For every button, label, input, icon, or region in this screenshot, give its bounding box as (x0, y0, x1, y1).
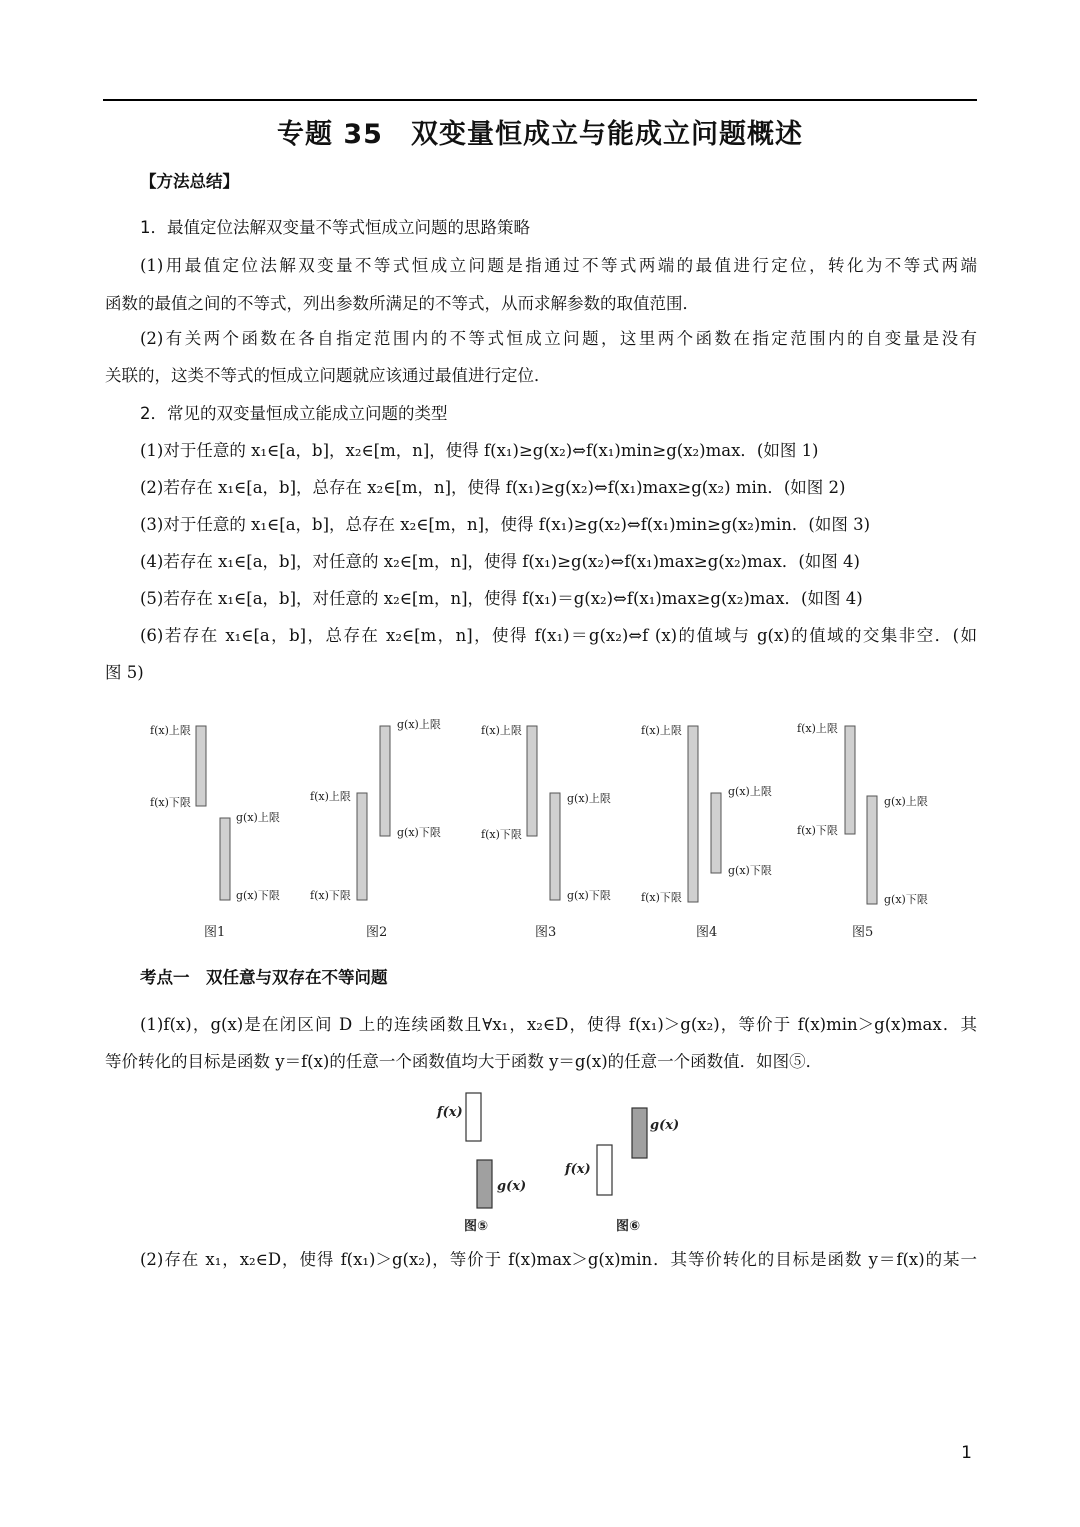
kaodian1-paragraph2-line1: (2)存在 x₁，x₂∈D，使得 f(x₁)＞g(x₂)，等价于 f(x)max＞g(x)min．其等价转化的目标是函数 y＝f(x)的某一 (140, 1250, 977, 1269)
fig-circ6-f-bar (597, 1145, 612, 1195)
fig3-f-bar (527, 726, 537, 836)
fig1-f-upper-label: f(x)上限 (150, 724, 191, 737)
kaodian1-paragraph1-line2: 等价转化的目标是函数 y＝f(x)的任意一个函数值均大于函数 y＝g(x)的任意一个函数值．如图⑤． (105, 1052, 823, 1071)
fig4-g-upper-label: g(x)上限 (728, 785, 772, 798)
fig2-g-lower-label: g(x)下限 (397, 826, 441, 839)
fig5-g-upper-label: g(x)上限 (884, 795, 928, 808)
fig5-f-lower-label: f(x)下限 (797, 824, 838, 837)
fig3-f-upper-label: f(x)上限 (481, 724, 522, 737)
fig2-f-bar (357, 793, 367, 900)
fig4-f-lower-label: f(x)下限 (641, 891, 682, 904)
fig2-g-upper-label: g(x)上限 (397, 718, 441, 731)
fig-circ5-f-bar (466, 1093, 481, 1141)
fig-circ6-caption: 图⑥ (616, 1219, 641, 1234)
type-item-1: (1)对于任意的 x₁∈[a，b]，x₂∈[m，n]，使得 f(x₁)≥g(x₂)⇔f(x₁)min≥g(x₂)max．(如图 1) (140, 441, 819, 460)
point1-paragraph2-line2: 关联的，这类不等式的恒成立问题就应该通过最值进行定位． (105, 366, 551, 385)
point2-title: 2．常见的双变量恒成立能成立问题的类型 (140, 404, 448, 423)
fig2-f-upper-label: f(x)上限 (310, 790, 351, 803)
type-item-6-line2: 图 5) (105, 663, 144, 682)
fig4-f-upper-label: f(x)上限 (641, 724, 682, 737)
type-item-6-line1: (6)若存在 x₁∈[a，b]，总存在 x₂∈[m，n]，使得 f(x₁)＝g(x₂)⇔f (x)的值域与 g(x)的值域的交集非空．(如 (140, 626, 977, 645)
fig1-g-lower-label: g(x)下限 (236, 889, 280, 902)
fig1-f-lower-label: f(x)下限 (150, 796, 191, 809)
type-item-4: (4)若存在 x₁∈[a，b]，对任意的 x₂∈[m，n]，使得 f(x₁)≥g(x₂)⇔f(x₁)max≥g(x₂)max．(如图 4) (140, 552, 860, 571)
fig-circ6-g-bar (632, 1108, 647, 1158)
fig3-g-bar (550, 793, 560, 900)
page-title: 专题 35 双变量恒成立与能成立问题概述 (277, 119, 803, 150)
fig2-caption: 图2 (366, 925, 388, 940)
fig3-g-lower-label: g(x)下限 (567, 889, 611, 902)
section-heading: 【方法总结】 (140, 172, 239, 191)
fig5-f-bar (845, 726, 855, 834)
fig4-g-lower-label: g(x)下限 (728, 864, 772, 877)
type-item-5: (5)若存在 x₁∈[a，b]，对任意的 x₂∈[m，n]，使得 f(x₁)＝g(x₂)⇔f(x₁)max≥g(x₂)max．(如图 4) (140, 589, 863, 608)
fig-circ5-g-label: g(x) (497, 1179, 527, 1194)
fig1-f-bar (196, 726, 206, 806)
type-item-2: (2)若存在 x₁∈[a，b]，总存在 x₂∈[m，n]，使得 f(x₁)≥g(x₂)⇔f(x₁)max≥g(x₂) min．(如图 2) (140, 478, 846, 497)
fig4-caption: 图4 (696, 925, 718, 940)
kaodian1-paragraph1-line1: (1)f(x)，g(x)是在闭区间 D 上的连续函数且∀x₁，x₂∈D，使得 f(x₁)＞g(x₂)，等价于 f(x)min＞g(x)max．其 (140, 1015, 977, 1034)
header-rule (103, 99, 977, 101)
fig3-g-upper-label: g(x)上限 (567, 792, 611, 805)
fig5-g-bar (867, 796, 877, 904)
type-item-3: (3)对于任意的 x₁∈[a，b]，总存在 x₂∈[m，n]，使得 f(x₁)≥g(x₂)⇔f(x₁)min≥g(x₂)min．(如图 3) (140, 515, 871, 534)
fig4-g-bar (711, 793, 721, 873)
fig3-caption: 图3 (535, 925, 557, 940)
point1-paragraph1-line2: 函数的最值之间的不等式，列出参数所满足的不等式，从而求解参数的取值范围． (105, 294, 699, 313)
page-number: 1 (961, 1443, 972, 1463)
fig1-g-bar (220, 818, 230, 900)
point1-paragraph2-line1: (2)有关两个函数在各自指定范围内的不等式恒成立问题，这里两个函数在指定范围内的自变量是没有 (140, 329, 977, 348)
fig5-g-lower-label: g(x)下限 (884, 893, 928, 906)
kaodian1-title: 考点一 双任意与双存在不等问题 (140, 968, 388, 987)
fig-circ5-caption: 图⑤ (464, 1219, 489, 1234)
fig2-g-bar (380, 726, 390, 836)
fig-circ5-f-label: f(x) (437, 1105, 463, 1120)
fig5-f-upper-label: f(x)上限 (797, 722, 838, 735)
fig-circ5-g-bar (477, 1160, 492, 1208)
fig2-f-lower-label: f(x)下限 (310, 889, 351, 902)
fig1-g-upper-label: g(x)上限 (236, 811, 280, 824)
fig4-f-bar (688, 726, 698, 902)
fig-circ6-g-label: g(x) (650, 1118, 680, 1133)
fig3-f-lower-label: f(x)下限 (481, 828, 522, 841)
point1-paragraph1-line1: (1)用最值定位法解双变量不等式恒成立问题是指通过不等式两端的最值进行定位，转化为不等式两端 (140, 256, 977, 275)
point1-title: 1．最值定位法解双变量不等式恒成立问题的思路策略 (140, 218, 530, 237)
fig5-caption: 图5 (852, 925, 874, 940)
fig-circ6-f-label: f(x) (565, 1162, 591, 1177)
fig1-caption: 图1 (204, 925, 226, 940)
